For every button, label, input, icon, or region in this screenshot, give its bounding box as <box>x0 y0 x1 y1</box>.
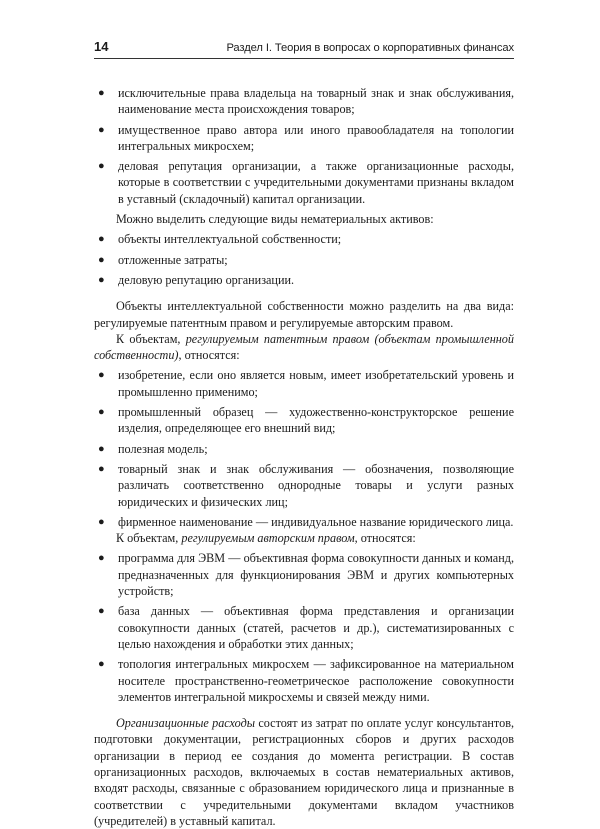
patent-objects-list <box>94 367 514 530</box>
patent-intro: К объектам, регулируемым патентным правом (объектам промышленной собственности), относятся: <box>94 331 514 363</box>
bullet-icon: ● <box>98 442 105 455</box>
rights-list <box>94 85 514 207</box>
list-item: ● промышленный образец — художественно-конструкторское решение изделия, определяющее его внешний вид; <box>98 405 514 436</box>
ip-paragraph: Объекты интеллектуальной собственности можно разделить на два вида: регулируемые патентным правом и регулируемые авторским правом. <box>94 299 514 330</box>
bullet-icon: ● <box>98 160 105 173</box>
types-intro: Можно выделить следующие виды нематериальных активов: <box>116 212 434 227</box>
list-item: ● полезная модель; <box>98 441 208 456</box>
bullet-icon: ● <box>98 87 105 99</box>
list-item: ● деловую репутацию организации. <box>98 272 295 287</box>
copyright-objects-list <box>94 550 514 705</box>
bullet-icon: ● <box>98 406 105 419</box>
list-item: ● база данных — объективная форма представления и организации совокупности данных (статей, расчетов и др.), систематизированных с целью нахождения и обработки этих данных; <box>98 604 514 651</box>
list-item: ● фирменное наименование — индивидуальное название юридического лица. <box>98 514 514 529</box>
page-header <box>94 39 514 56</box>
bullet-icon: ● <box>98 515 105 528</box>
bullet-icon: ● <box>98 253 105 266</box>
copyright-intro: К объектам, регулируемым авторским правом, относятся: <box>116 531 416 546</box>
bullet-icon: ● <box>98 658 105 671</box>
list-item: ● товарный знак и знак обслуживания — обозначения, позволяющие различать соответственно однородные товары и услуги разных юридических и физических лиц; <box>98 461 514 509</box>
bullet-icon: ● <box>98 462 105 475</box>
bullet-icon: ● <box>98 123 105 136</box>
bullet-icon: ● <box>98 369 105 382</box>
running-title: Раздел I. Теория в вопросах о корпоративных финансах <box>226 42 514 54</box>
list-item: ● имущественное право автора или иного правообладателя на топологии интегральных микросхем; <box>98 122 514 153</box>
asset-types-list <box>94 231 514 288</box>
bullet-icon: ● <box>98 552 105 565</box>
list-item: ● объекты интеллектуальной собственности; <box>98 232 342 247</box>
page-number: 14 <box>94 39 109 54</box>
page-body <box>94 85 514 829</box>
bullet-icon: ● <box>98 233 105 246</box>
list-item: ● деловая репутация организации, а также организационные расходы, которые в соответствии с учредительными документами признаны вкладом в уставный (складочный) капитал организации. <box>98 159 514 206</box>
list-item: ● изобретение, если оно является новым, имеет изобретательский уровень и промышленно применимо; <box>98 368 514 399</box>
bullet-icon: ● <box>98 605 105 618</box>
list-item: ● исключительные права владельца на товарный знак и знак обслуживания, наименование места происхождения товаров; <box>98 86 514 117</box>
header-rule <box>94 58 514 59</box>
org-expenses-paragraph: Организационные расходы состоят из затрат по оплате услуг консультантов, подготовки документации, регистрационных сборов и других расходов организации в период ее создания до момента регистрации. В состав организационных расходов, включаемых в состав нематериальных активов, входят расходы, связанные с образованием юридического лица и признанные в соответствии с учредительными документами вкладом участников (учредителей) в уставный капитал. <box>94 716 514 828</box>
bullet-icon: ● <box>98 273 105 286</box>
list-item: ● программа для ЭВМ — объективная форма совокупности данных и команд, предназначенных для функционирования ЭВМ и других компьютерных устройств; <box>98 551 514 599</box>
list-item: ● отложенные затраты; <box>98 252 228 267</box>
list-item: ● топология интегральных микросхем — зафиксированное на материальном носителе пространственно-геометрическое расположение совокупности элементов интегральной микросхемы и связей между ними. <box>98 657 514 704</box>
